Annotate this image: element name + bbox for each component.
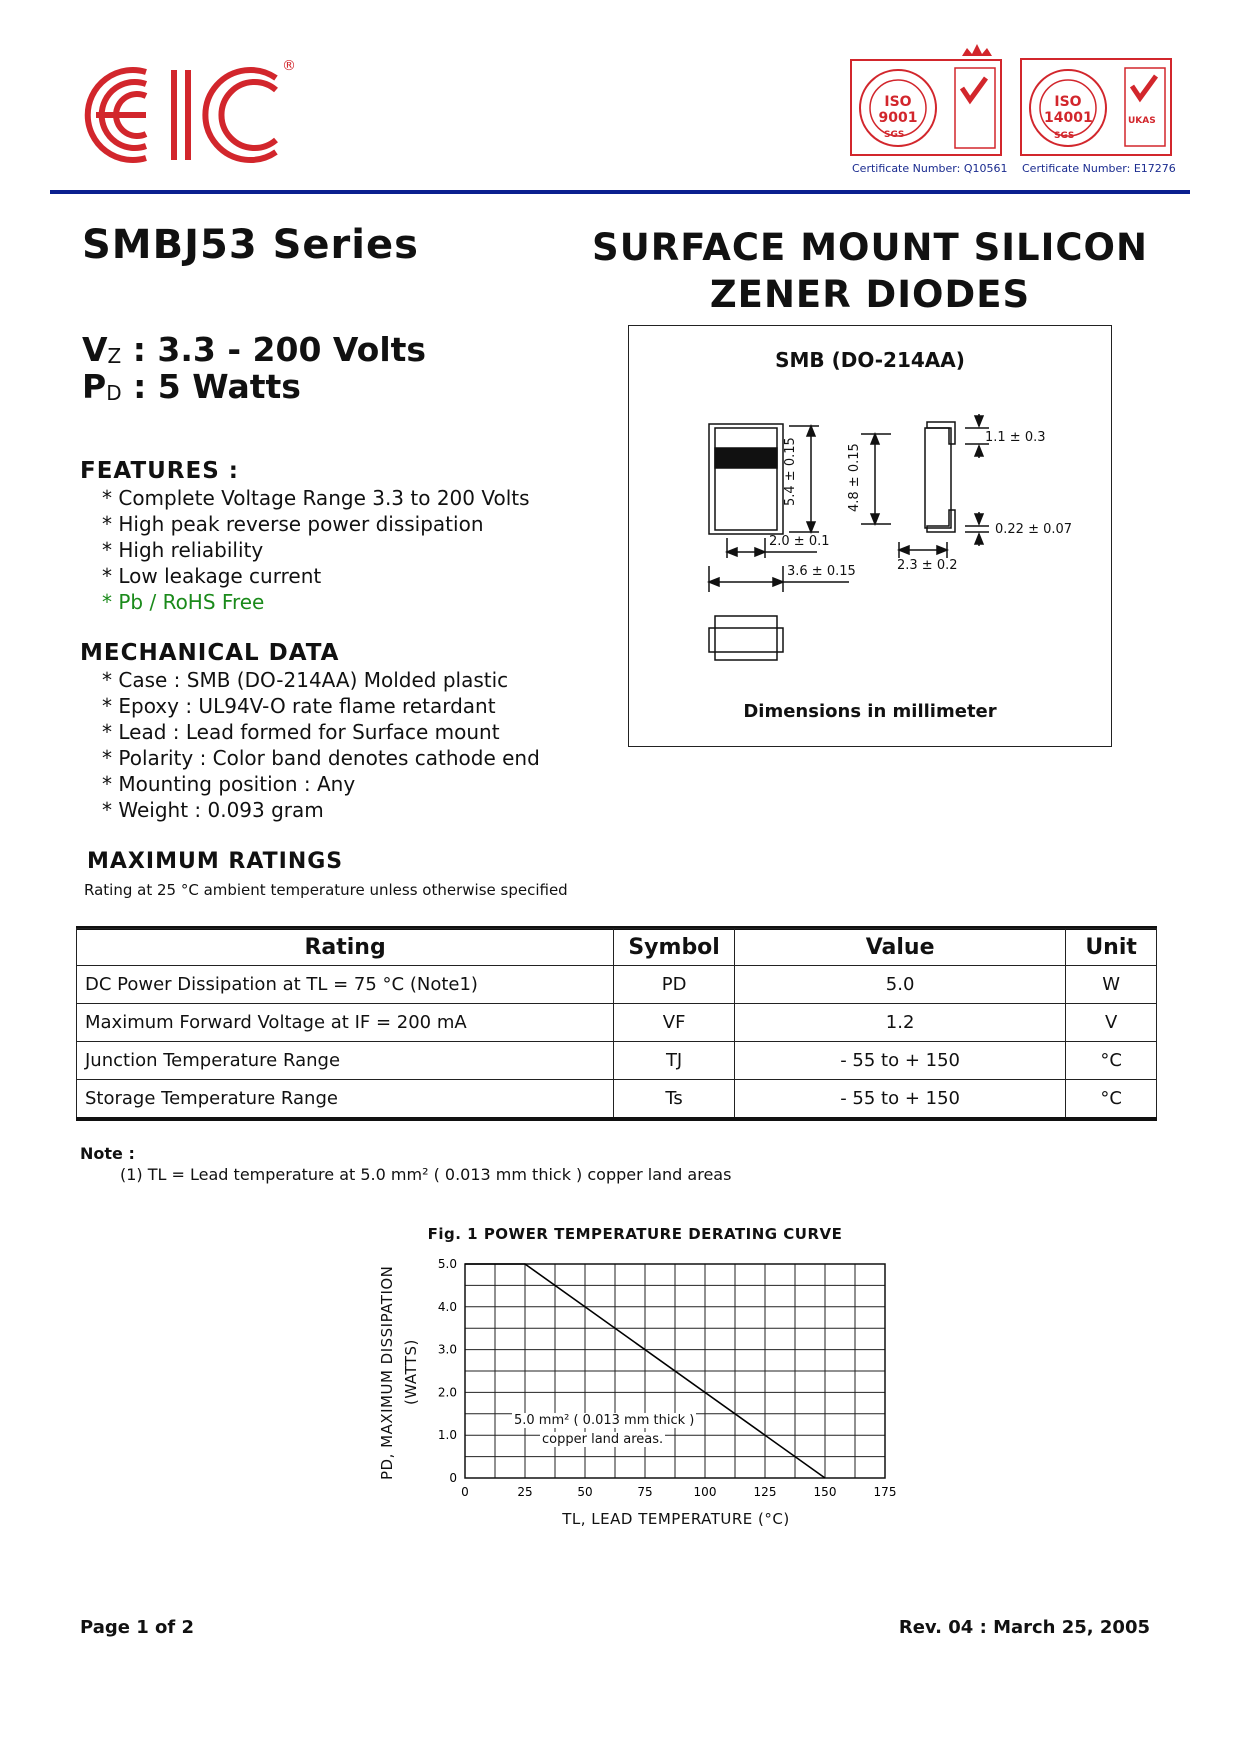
- dim-2.3-label: 2.3 ± 0.2: [897, 558, 958, 573]
- y-tick-label: 2.0: [437, 1385, 457, 1400]
- x-tick-label: 50: [577, 1485, 593, 1499]
- iso9001-sgs: SGS: [884, 130, 905, 140]
- feature-item: * Complete Voltage Range 3.3 to 200 Volts: [102, 486, 530, 510]
- derating-chart: [420, 1250, 910, 1530]
- table-row: Junction Temperature Range TJ - 55 to + 150 °C: [77, 1042, 1157, 1080]
- col-value: Value: [735, 929, 1066, 966]
- mechanical-list: [102, 667, 540, 823]
- col-unit: Unit: [1066, 929, 1157, 966]
- feature-item: * High peak reverse power dissipation: [102, 512, 484, 536]
- features-list: [102, 485, 530, 615]
- x-tick-label: 100: [693, 1485, 717, 1499]
- x-tick-label: 75: [637, 1485, 653, 1499]
- y-tick-label: 4.0: [437, 1299, 457, 1314]
- product-title-line1: SURFACE MOUNT SILICON: [592, 226, 1148, 269]
- dim-0.22-label: 0.22 ± 0.07: [995, 522, 1073, 537]
- revision: Rev. 04 : March 25, 2005: [898, 1617, 1150, 1638]
- eic-logo-mark: [76, 60, 296, 170]
- ratings-subtext: Rating at 25 °C ambient temperature unless otherwise specified: [84, 881, 568, 899]
- cert1-number: Certificate Number: Q10561: [852, 162, 1008, 175]
- chart-ylabel: PD, MAXIMUM DISSIPATION: [378, 1265, 396, 1480]
- x-tick-label: 150: [813, 1485, 837, 1499]
- iso14001-sgs: SGS: [1054, 131, 1075, 141]
- y-tick-label: 0: [449, 1471, 457, 1485]
- package-title: SMB (DO-214AA): [775, 348, 965, 372]
- chart-title: Fig. 1 POWER TEMPERATURE DERATING CURVE: [427, 1225, 843, 1243]
- chart-annotation-line1: 5.0 mm² ( 0.013 mm thick ): [514, 1413, 695, 1428]
- dim-3.6-label: 3.6 ± 0.15: [787, 564, 856, 579]
- voltage-spec: $V_Z$ : 3.3 - 200 Volts: [82, 330, 427, 369]
- feature-item: * High reliability: [102, 538, 264, 562]
- col-symbol: Symbol: [614, 929, 735, 966]
- table-row: Storage Temperature Range Ts - 55 to + 150 °C: [77, 1080, 1157, 1118]
- mechanical-item: * Mounting position : Any: [102, 772, 356, 796]
- header-rule: [50, 190, 1190, 194]
- mechanical-item: * Weight : 0.093 gram: [102, 798, 324, 822]
- iso9001-badge: [850, 42, 1002, 157]
- dim-5.4-label: 5.4 ± 0.15: [783, 437, 798, 506]
- package-box: [628, 325, 1112, 747]
- features-heading: FEATURES :: [80, 458, 239, 484]
- dim-4.8-label: 4.8 ± 0.15: [847, 443, 862, 512]
- feature-item-rohs: * Pb / RoHS Free: [102, 590, 265, 614]
- dim-1.1-label: 1.1 ± 0.3: [985, 430, 1046, 445]
- y-tick-label: 5.0: [437, 1257, 457, 1271]
- chart-annotation-line2: copper land areas.: [542, 1432, 664, 1447]
- product-title-line2: ZENER DIODES: [709, 273, 1031, 316]
- chart-xlabel: TL, LEAD TEMPERATURE (°C): [562, 1510, 790, 1528]
- mechanical-item: * Polarity : Color band denotes cathode end: [102, 746, 540, 770]
- page-number: Page 1 of 2: [80, 1617, 194, 1638]
- series-title: SMBJ53 Series: [82, 222, 419, 268]
- y-tick-label: 1.0: [437, 1428, 457, 1443]
- ratings-table: [76, 928, 1157, 1118]
- cert2-number: Certificate Number: E17276: [1022, 162, 1176, 175]
- mechanical-heading: MECHANICAL DATA: [80, 640, 340, 666]
- registered-mark: ®: [282, 58, 296, 74]
- mechanical-item: * Epoxy : UL94V-O rate flame retardant: [102, 694, 496, 718]
- ukas-text: UKAS: [1128, 116, 1156, 126]
- note-heading: Note :: [80, 1144, 135, 1163]
- feature-item: * Low leakage current: [102, 564, 322, 588]
- iso14001-badge: [1020, 58, 1172, 158]
- ratings-heading: MAXIMUM RATINGS: [87, 849, 344, 874]
- eic-logo: [76, 60, 296, 170]
- mechanical-item: * Lead : Lead formed for Surface mount: [102, 720, 500, 744]
- mechanical-item: * Case : SMB (DO-214AA) Molded plastic: [102, 668, 509, 692]
- product-title: [580, 224, 1160, 318]
- y-tick-label: 3.0: [437, 1342, 457, 1357]
- x-tick-label: 25: [517, 1485, 533, 1499]
- table-bottom-rule: [76, 1117, 1157, 1121]
- iso9001-text: ISO 9001: [878, 94, 918, 126]
- table-row: DC Power Dissipation at TL = 75 °C (Note1) PD 5.0 W: [77, 966, 1157, 1004]
- table-header-row: [77, 929, 1157, 966]
- table-row: Maximum Forward Voltage at IF = 200 mA VF 1.2 V: [77, 1004, 1157, 1042]
- x-tick-label: 0: [461, 1485, 469, 1499]
- col-rating: Rating: [77, 929, 614, 966]
- dim-2.0-label: 2.0 ± 0.1: [769, 534, 830, 549]
- iso14001-text: ISO 14001: [1044, 94, 1093, 126]
- power-spec: $P_D$ : 5 Watts: [82, 367, 301, 406]
- chart-ylabel-unit: (WATTS): [402, 1339, 420, 1405]
- note-text: (1) TL = Lead temperature at 5.0 mm² ( 0.013 mm thick ) copper land areas: [120, 1165, 732, 1184]
- x-tick-label: 175: [873, 1485, 897, 1499]
- x-tick-label: 125: [753, 1485, 777, 1499]
- package-caption: Dimensions in millimeter: [743, 701, 997, 722]
